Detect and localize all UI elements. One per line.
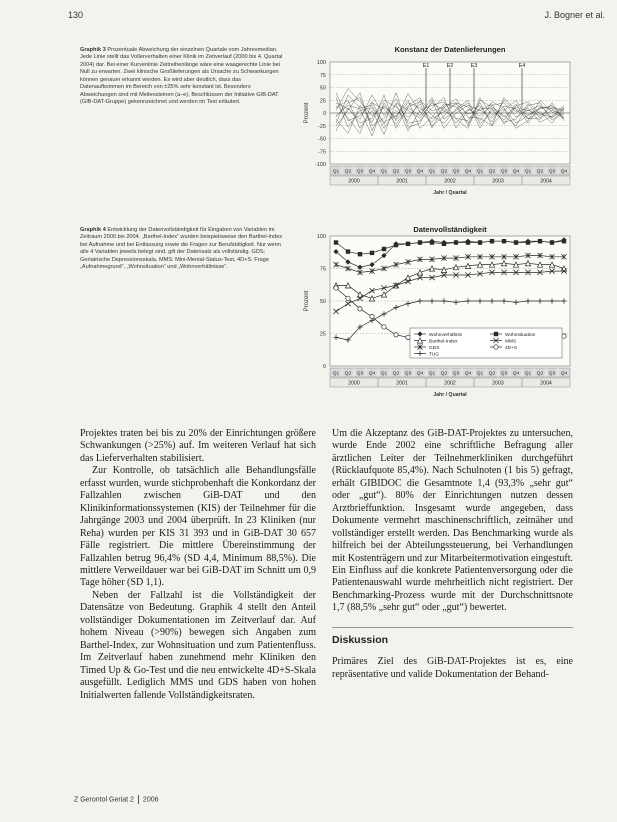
running-head-authors: J. Bogner et al. [544,10,605,20]
x-tick-label-quarter: Q3 [548,371,556,377]
x-tick-label-quarter: Q1 [428,169,436,175]
data-point-square [562,239,566,243]
chart-title: Datenvollständigkeit [413,225,487,234]
data-point-square [550,240,554,244]
x-tick-label-quarter: Q2 [536,169,544,175]
x-tick-label-quarter: Q1 [380,169,388,175]
y-tick-label: -25 [318,123,326,130]
event-marker-label: E1 [422,63,430,69]
x-tick-label-quarter: Q1 [476,371,484,377]
x-tick-label-quarter: Q4 [416,169,424,175]
y-tick-label: 0 [322,111,326,117]
x-tick-label-year: 2004 [540,178,552,185]
data-point-circle [406,335,410,339]
x-tick-label-quarter: Q2 [440,371,448,377]
x-tick-label-quarter: Q4 [560,371,568,377]
data-point-square [394,243,398,247]
x-tick-label-quarter: Q3 [404,371,412,377]
data-point-circle [334,286,338,290]
x-tick-label-year: 2002 [444,380,456,387]
data-point-square [358,252,362,256]
x-tick-label-year: 2003 [492,178,504,185]
data-point-square [370,251,374,255]
data-point-circle [562,334,566,338]
x-tick-label-quarter: Q2 [344,371,352,377]
footer-separator [138,795,139,804]
data-point-square [442,242,446,246]
y-tick-label: 100 [316,60,326,66]
paragraph: Neben der Fallzahl ist die Vollständigkeit der Datensätze von Bedeutung. Graphik 4 stellt den Anteil vollständiger Dokumentationen im Zeitverlauf dar. Auf hohem Niveau (>90%) bewegen sich Angaben zum Barthel-Index, zur Wohnsituation und zum Patientenfluss. Im Zeitverlauf haben zunehmend mehr Kliniken den Timed Up & Go-Test und die neu entwickelte 4D+S-Skala ausgefüllt. Lediglich MMS und GDS haben von hohen Initialwerten fallende Vollständigkeitsraten. [80,589,316,701]
data-point-square [514,240,518,244]
y-axis-label: Prozent [304,102,310,124]
x-tick-label-quarter: Q3 [404,169,412,175]
data-point-square [406,242,410,246]
x-tick-label-year: 2000 [348,178,360,185]
data-point-square [466,240,470,244]
x-tick-label-quarter: Q4 [368,371,376,377]
x-tick-label-quarter: Q4 [464,169,472,175]
x-tick-label-quarter: Q1 [332,169,340,175]
x-tick-label-quarter: Q2 [344,169,352,175]
x-tick-label-year: 2001 [396,178,408,185]
y-tick-label: 25 [319,98,326,105]
x-tick-label-quarter: Q2 [392,169,400,175]
x-tick-label-quarter: Q2 [536,371,544,377]
event-marker-label: E3 [470,63,478,69]
data-point-square [430,240,434,244]
x-tick-label-year: 2000 [348,380,360,387]
text-column-left [80,428,316,702]
page-number: 130 [68,10,84,20]
x-axis-label: Jahr / Quartal [433,392,467,398]
x-tick-label-year: 2003 [492,380,504,387]
section-title: Diskussion [332,633,389,646]
x-axis-label: Jahr / Quartal [433,190,467,196]
figure-3-chart [290,42,580,207]
y-tick-label: 0 [322,364,326,370]
x-tick-label-year: 2002 [444,178,456,185]
y-tick-label: 50 [319,85,326,92]
footer-journal: Z Gerontol Geriat 2 [74,796,134,804]
data-point-square [346,249,350,253]
y-tick-label: -75 [318,149,326,156]
figure-3-caption-text: Prozentuale Abweichung der einzelnen Quartale vom Jahresmedian. Jede Linie stellt das Vollerverhalten einer Klinik im Zeitverlauf (2000 bis 4. Quartal 2004) dar. Bei einer Kurvenlinie Zeitreihenlänge wäre eine waagerechte Linie bei Null zu erwarten. Zwei klinische Großlieferungen als Ursache zu Schwankungen können genauer erkannt werden. Es wird aber deutlich, dass das Datenaufkommen im Bereich von ±25% sehr konstant ist. Besonders Abweichungen sind mit Meilensteinen (a–e), Beschlüssen der Initiative GIB-DAT (GIB-DAT-Gruppe) gekennzeichnet und werden im Text erläutert. [80,47,283,106]
legend-label: 4D+S [505,346,518,351]
y-tick-label: 50 [319,299,326,305]
chart-completeness-svg [290,224,580,414]
chart-title: Konstanz der Datenlieferungen [394,45,506,54]
data-point-circle [494,345,498,349]
figure-4-label: Graphik 4 [80,227,106,233]
legend-label: Wohnsituation [505,333,536,338]
legend-label: MMS [505,339,517,345]
x-tick-label-quarter: Q4 [464,371,472,377]
data-point-circle [382,325,386,329]
x-tick-label-quarter: Q1 [476,169,484,175]
figure-3-caption [80,47,286,107]
x-tick-label-quarter: Q2 [488,371,496,377]
y-tick-label: 25 [319,331,326,338]
data-point-square [502,239,506,243]
data-point-circle [358,307,362,311]
data-point-square [494,332,498,336]
x-tick-label-quarter: Q4 [512,371,520,377]
y-tick-label: -50 [318,136,326,143]
y-tick-label: 75 [319,266,326,273]
data-point-square [490,239,494,243]
chart-constancy-svg [290,42,580,207]
figure-3-label: Graphik 3 [80,47,106,53]
data-point-square [478,240,482,244]
data-point-square [538,239,542,243]
x-tick-label-quarter: Q3 [452,169,460,175]
x-tick-label-quarter: Q3 [500,169,508,175]
x-tick-label-quarter: Q4 [368,169,376,175]
paragraph: Projektes traten bei bis zu 20% der Einrichtungen größere Schwankungen (>25%) auf. Im weiteren Verlauf hat sich das Lieferverhalten stabilisiert. [80,428,316,464]
figure-4-chart [290,224,580,414]
x-tick-label-quarter: Q3 [356,169,364,175]
event-marker-label: E4 [518,63,526,69]
legend-label: GDS [429,346,440,351]
x-tick-label-quarter: Q4 [560,169,568,175]
paragraph: Primäres Ziel des GiB-DAT-Projektes ist es, eine repräsentative und valide Dokumentation der Behand- [332,656,573,680]
data-point-circle [394,333,398,337]
figure-4-caption-text: Entwicklung der Datenvollständigkeit für Eingaben von Variablen im Zeitraum 2000 bis 2004. „Barthel-Index“ wurden beispielsweise den Barthel-Index bei Aufnahme und bei Entlassung sowie die Fragen zur Berufstätigkeit. Nur wenn alle 4 Variablen jeweils belegt sind, gilt der Datensatz als vollständig. GDS: Geriatrische Depressionsskala, MMS: Mini-Mental-Status-Test, 4D+S: Frage „Aufnahmegrund“, „Wohnsituation“ und „Wohnverhältnisse“. [80,227,283,271]
section-divider [332,627,573,628]
x-tick-label-quarter: Q2 [392,371,400,377]
data-point-square [334,240,338,244]
figure-4-caption [80,227,286,272]
x-tick-label-quarter: Q3 [548,169,556,175]
legend-label: Wohnverhältnis [429,333,462,338]
text-column-right [332,428,573,681]
x-tick-label-quarter: Q4 [416,371,424,377]
x-tick-label-quarter: Q2 [440,169,448,175]
legend-label: TUG [429,352,440,358]
y-tick-label: 75 [319,72,326,79]
x-tick-label-quarter: Q1 [332,371,340,377]
x-tick-label-quarter: Q2 [488,169,496,175]
paragraph: Um die Akzeptanz des GiB-DAT-Projektes zu untersuchen, wurde Ende 2002 eine schriftliche Befragung aller ärztlichen Leiter der Teilnehmerkliniken durchgeführt (Rücklaufquote 85,4%). Nach Schulnoten (1 bis 5) gefragt, erhält GIBIDOC die Gesamtnote 1,4 (93,3% „sehr gut“ oder „gut“). 80% der Einrichtungen nutzen dessen Arztbrieffunktion. Insgesamt wurde angegeben, dass Dokumente vermehrt maschinenschriftlich, zeitnäher und vollständiger erstellt werden. Das Benchmarking wurde als hilfreich bei der Abteilungssteuerung, bei Verhandlungen mit Kostenträgern und zur Mitarbeitermotivation eingestuft. Ein Einfluss auf die konkrete Patientenversorgung oder die Patientenauswahl wurde mehrheitlich nicht registriert. Der Benchmarking-Prozess wurde mit der Durchschnittsnote 1,7 (88,5% „sehr gut“ oder „gut“) bewertet. [332,428,573,614]
x-tick-label-quarter: Q1 [380,371,388,377]
footer-year: 2006 [142,796,159,804]
x-tick-label-quarter: Q1 [524,169,532,175]
data-point-square [418,240,422,244]
x-tick-label-quarter: Q3 [500,371,508,377]
data-point-square [382,247,386,251]
x-tick-label-quarter: Q4 [512,169,520,175]
x-tick-label-quarter: Q3 [356,371,364,377]
data-point-square [526,240,530,244]
y-tick-label: 100 [316,234,326,240]
x-tick-label-quarter: Q1 [524,371,532,377]
paragraph: Zur Kontrolle, ob tatsächlich alle Behandlungsfälle erfasst wurden, wurde stichprobenhaft die Konkordanz der Fallzahlen zwischen GiB-DAT und den Klinikinformationssystemen (KIS) der Teilnehmer für die Jahrgänge 2003 und 2004 überprüft. In 23 Kliniken (nur Reha) wurden per KIS 31 393 und in GiB-DAT 30 657 Fälle registriert. Die mittlere Übereinstimmung der Fallzahlen betrug 96,4% (SD 4,4, Minimum 88,5%). Die mittlere Verweildauer war bei GiB-DAT im Schnitt um 0,9 Tage höher (SD 1,1). [80,465,316,589]
data-point-circle [346,296,350,300]
y-tick-label: -100 [314,162,326,168]
x-tick-label-quarter: Q1 [428,371,436,377]
y-axis-label: Prozent [304,290,310,312]
x-tick-label-year: 2004 [540,380,552,387]
x-tick-label-year: 2001 [396,380,408,387]
event-marker-label: E2 [446,63,454,69]
page-footer [74,795,159,804]
x-tick-label-quarter: Q3 [452,371,460,377]
data-point-square [454,240,458,244]
legend-label: Barthel-Index [429,339,458,345]
